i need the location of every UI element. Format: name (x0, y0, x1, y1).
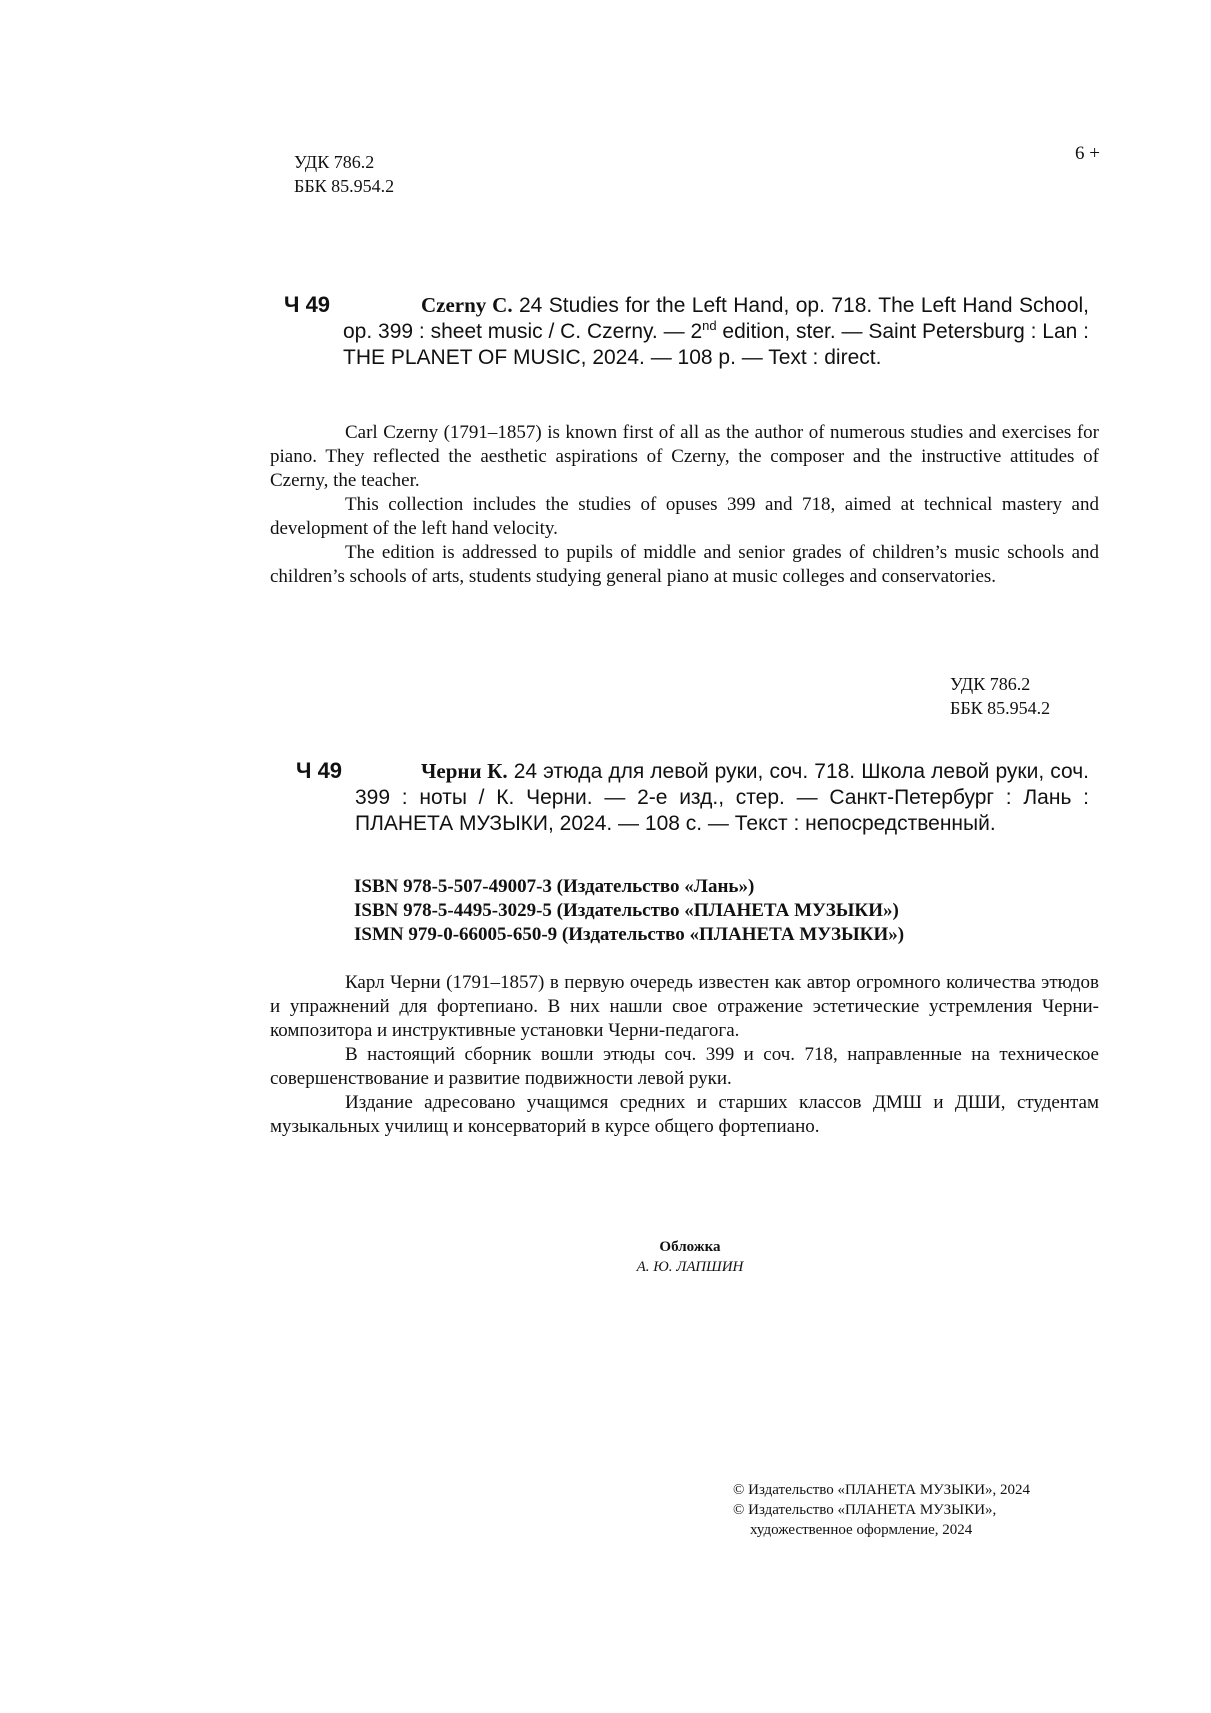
ru-udk-code: УДК 786.2 (950, 674, 1031, 694)
en-bibliographic-entry (343, 292, 1089, 371)
en-entry-superscript: nd (702, 318, 717, 333)
copyright-block (733, 1480, 1030, 1540)
udk-code: УДК 786.2 (294, 152, 375, 172)
ru-bibliographic-entry (355, 758, 1089, 837)
en-entry-text-2: edition, ster. — Saint Petersburg : Lan : THE PLANET OF MUSIC, 2024. — 108 p. — Text : direct. (343, 320, 1089, 369)
en-abstract-paragraph-1: Carl Czerny (1791–1857) is known first of all as the author of numerous studies and exercises for piano. They reflected the aesthetic aspirations of Czerny, the composer and the instructive attitudes of Czerny, the teacher. (270, 422, 1099, 491)
ru-abstract-paragraph-1: Карл Черни (1791–1857) в первую очередь известен как автор огромного количества этюдов и упражнений для фортепиано. В них нашли свое отражение эстетические устремления Черни-композитора и инструктивные установки Черни-педагога. (270, 972, 1099, 1041)
bbk-code: ББК 85.954.2 (294, 176, 395, 196)
cover-designer: А. Ю. ЛАПШИН (636, 1259, 744, 1275)
ru-classification-codes (950, 672, 1050, 720)
age-rating: 6 + (1075, 143, 1100, 164)
isbn-lan: ISBN 978-5-507-49007-3 (Издательство «Лань») (354, 876, 755, 897)
ru-abstract (270, 971, 1099, 1139)
en-abstract (270, 421, 1099, 589)
ru-abstract-paragraph-2: В настоящий сборник вошли этюды соч. 399 и соч. 718, направленные на техническое совершенствование и развитие подвижности левой руки. (270, 1044, 1099, 1089)
en-abstract-paragraph-2: This collection includes the studies of opuses 399 and 718, aimed at technical mastery and development of the left hand velocity. (270, 494, 1099, 539)
copyright-line-3: художественное оформление, 2024 (750, 1522, 973, 1538)
en-abstract-paragraph-3: The edition is addressed to pupils of middle and senior grades of children’s music schools and children’s schools of arts, students studying general piano at music colleges and conservatories. (270, 542, 1099, 587)
isbn-planet: ISBN 978-5-4495-3029-5 (Издательство «ПЛАНЕТА МУЗЫКИ») (354, 900, 899, 921)
en-author: Czerny C. (421, 293, 513, 317)
cover-credit (600, 1237, 780, 1277)
en-entry-text-1: 24 Studies for the Left Hand, op. 718. The Left Hand School, op. 399 : sheet music / C. Czerny. — 2 (343, 294, 1090, 343)
ru-bbk-code: ББК 85.954.2 (950, 698, 1051, 718)
copyright-line-2: © Издательство «ПЛАНЕТА МУЗЫКИ», (733, 1502, 997, 1518)
en-library-sign: Ч 49 (284, 292, 331, 317)
top-classification-codes (294, 150, 394, 198)
ru-library-sign: Ч 49 (296, 758, 343, 783)
ismn-planet: ISMN 979-0-66005-650-9 (Издательство «ПЛАНЕТА МУЗЫКИ») (354, 924, 905, 945)
isbn-block (354, 875, 904, 947)
cover-label: Обложка (659, 1239, 721, 1255)
ru-author: Черни К. (421, 759, 508, 783)
ru-abstract-paragraph-3: Издание адресовано учащимся средних и старших классов ДМШ и ДШИ, студентам музыкальных училищ и консерваторий в курсе общего фортепиано. (270, 1092, 1099, 1137)
ru-entry-text: 24 этюда для левой руки, соч. 718. Школа левой руки, соч. 399 : ноты / К. Черни. — 2-е изд., стер. — Санкт-Петербург : Лань : ПЛАНЕТА МУЗЫКИ, 2024. — 108 с. — Текст : непосредственный. (355, 760, 1090, 835)
copyright-line-1: © Издательство «ПЛАНЕТА МУЗЫКИ», 2024 (733, 1482, 1031, 1498)
